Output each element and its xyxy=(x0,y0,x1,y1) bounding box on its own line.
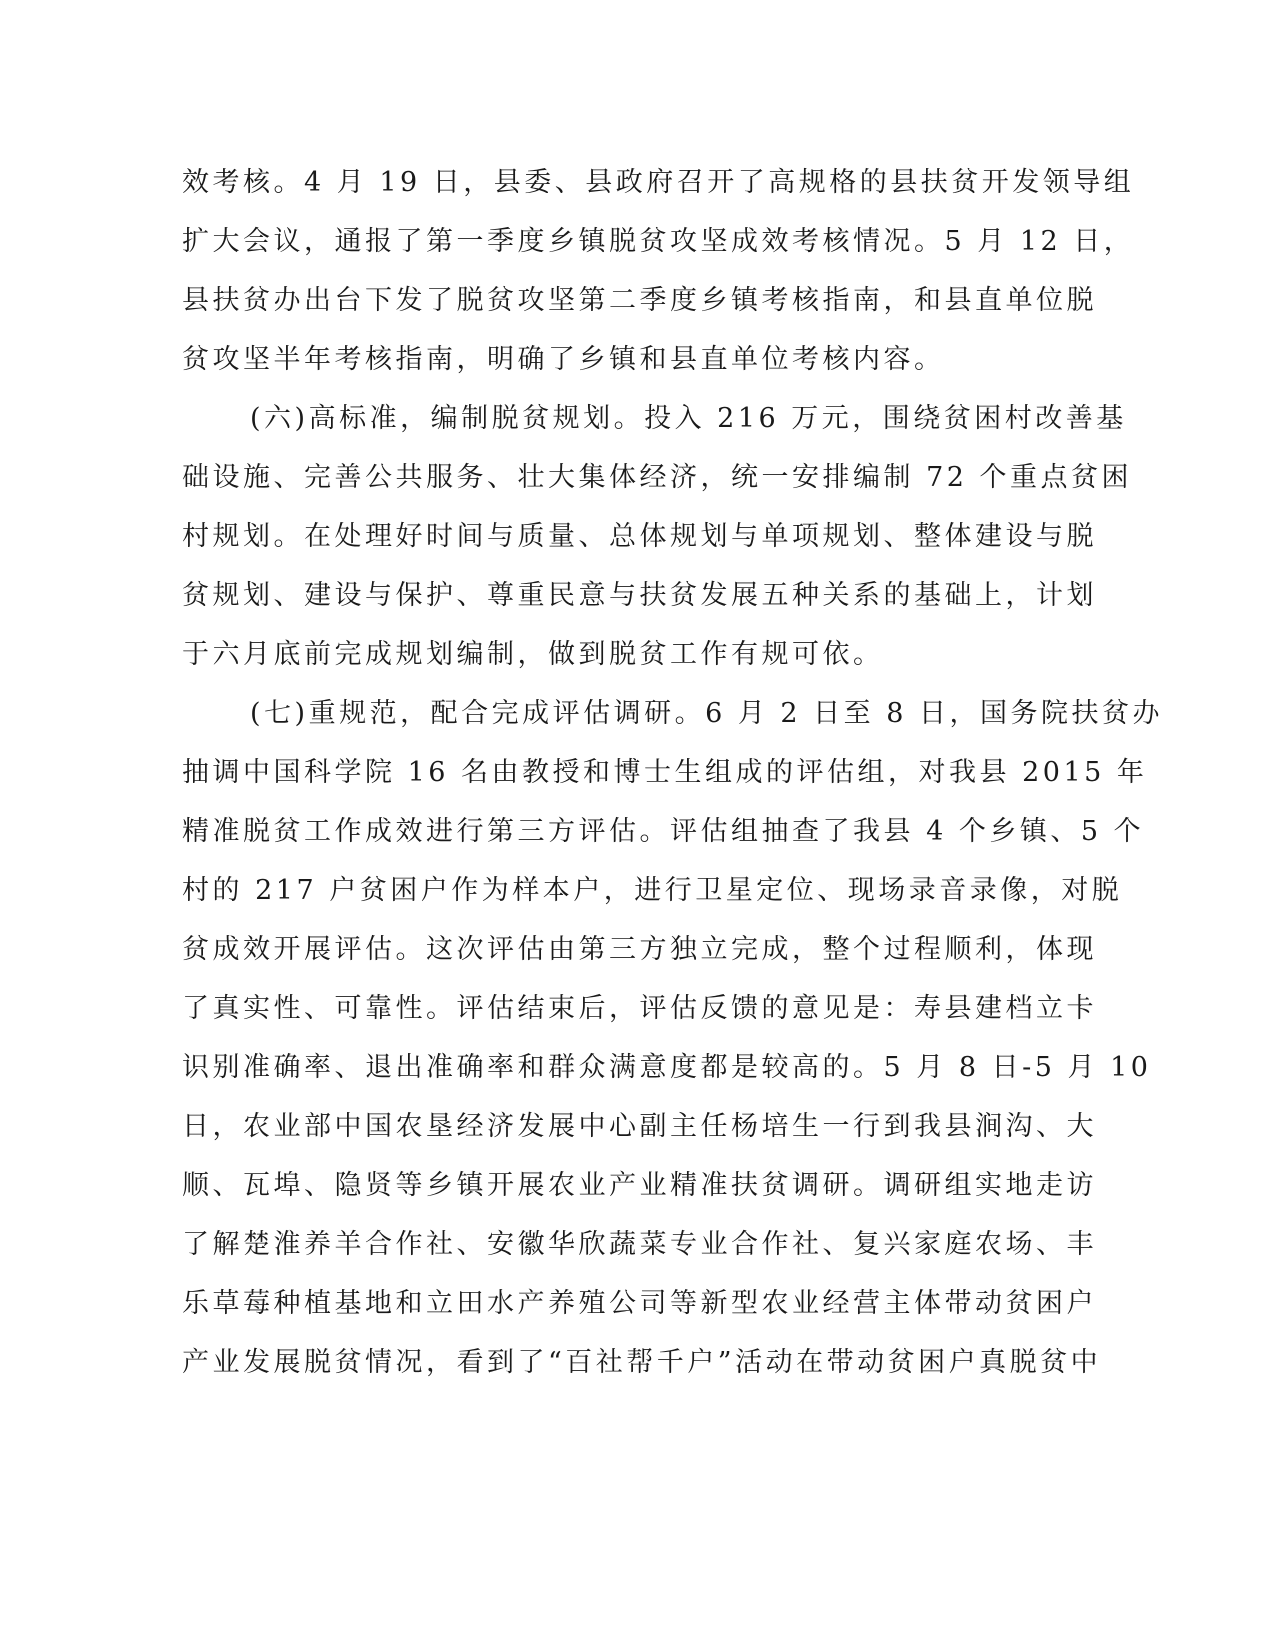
text-line: 村的 217 户贫困户作为样本户，进行卫星定位、现场录音录像，对脱 xyxy=(182,875,1123,906)
text-line: 贫规划、建设与保护、尊重民意与扶贫发展五种关系的基础上，计划 xyxy=(182,580,1097,611)
text-line: 日，农业部中国农垦经济发展中心副主任杨培生一行到我县涧沟、大 xyxy=(182,1111,1097,1142)
text-line: 抽调中国科学院 16 名由教授和博士生组成的评估组，对我县 2015 年 xyxy=(182,757,1148,788)
text-line: 县扶贫办出台下发了脱贫攻坚第二季度乡镇考核指南，和县直单位脱 xyxy=(182,285,1097,316)
paragraph-heading-line: (七)重规范，配合完成评估调研。6 月 2 日至 8 日，国务院扶贫办 xyxy=(250,698,1164,729)
text-line: 乐草莓种植基地和立田水产养殖公司等新型农业经营主体带动贫困户 xyxy=(182,1288,1097,1319)
text-line: 顺、瓦埠、隐贤等乡镇开展农业产业精准扶贫调研。调研组实地走访 xyxy=(182,1170,1097,1201)
text-line: 识别准确率、退出准确率和群众满意度都是较高的。5 月 8 日-5 月 10 xyxy=(182,1052,1152,1083)
text-line: 础设施、完善公共服务、壮大集体经济，统一安排编制 72 个重点贫困 xyxy=(182,462,1133,493)
text-line: 了真实性、可靠性。评估结束后，评估反馈的意见是：寿县建档立卡 xyxy=(182,993,1097,1024)
paragraph-heading-line: (六)高标准，编制脱贫规划。投入 216 万元，围绕贫困村改善基 xyxy=(250,403,1127,434)
text-line: 效考核。4 月 19 日，县委、县政府召开了高规格的县扶贫开发领导组 xyxy=(182,167,1135,198)
text-line: 精准脱贫工作成效进行第三方评估。评估组抽查了我县 4 个乡镇、5 个 xyxy=(182,816,1145,847)
text-line: 村规划。在处理好时间与质量、总体规划与单项规划、整体建设与脱 xyxy=(182,521,1097,552)
text-line: 贫成效开展评估。这次评估由第三方独立完成，整个过程顺利，体现 xyxy=(182,934,1097,965)
text-line: 贫攻坚半年考核指南，明确了乡镇和县直单位考核内容。 xyxy=(182,344,945,375)
text-line: 扩大会议，通报了第一季度乡镇脱贫攻坚成效考核情况。5 月 12 日， xyxy=(182,226,1135,257)
text-line: 了解楚淮养羊合作社、安徽华欣蔬菜专业合作社、复兴家庭农场、丰 xyxy=(182,1229,1097,1260)
text-line: 于六月底前完成规划编制，做到脱贫工作有规可依。 xyxy=(182,639,884,670)
text-line: 产业发展脱贫情况，看到了“百社帮千户”活动在带动贫困户真脱贫中 xyxy=(182,1347,1102,1378)
body-text xyxy=(182,153,1164,1392)
